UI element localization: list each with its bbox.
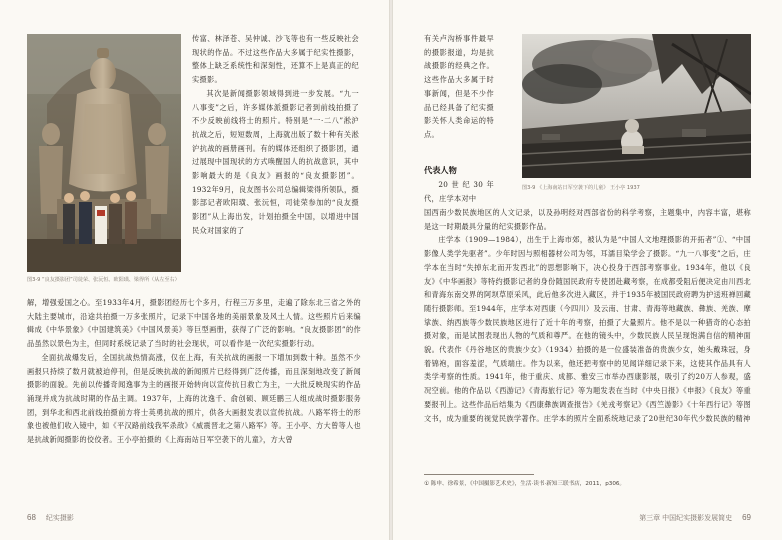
paragraph: 国西南少数民族地区的人文记录，以及孙明经对西部省份的科学考察，主题集中，内容丰富，堪称是这一时期最具分量的纪实摄影作品。	[424, 208, 751, 231]
section-heading: 代表人物	[424, 165, 457, 175]
page-number: 69	[742, 513, 751, 522]
right-footer	[639, 513, 751, 523]
right-full-text	[424, 206, 751, 425]
photo-caption: 图3-9 《上海南站日军空袭下的儿童》 王小亭 1937	[522, 185, 640, 191]
paragraph: 全面抗战爆发后，全国抗战热情高涨，仅在上海，有关抗战的画报一下增加到数十种。虽然不少画报只持续了数月就被迫停刊，但是反映抗战的新闻照片已经得到广泛传播，而且深刻地改变了新闻摄影的面貌。先前以传播奇闻逸事为主的画报开始转向以宣传抗日救亡为主，一大批反映现实的作品涌现并成为抗战时期的作品主调。1937年，上海的沈逸千、俞创硕、顾廷鹏三人组成战时摄影服务团，到华北和西北前线拍摄前方将士英勇抗战的照片，供各大画报发表以宣传抗战。八路军将士的形象也被他们收入镜中，如《平汉路前线我军杀敌》《威震晋北之第八路军》等。王小亭、方大曾等人也是抗战新闻摄影的佼佼者。王小亭拍摄的《上海南站日军空袭下的儿童》，方大曾	[27, 352, 361, 445]
running-title: 纪实摄影	[45, 515, 74, 522]
buddha-statue-photo-image	[27, 34, 181, 272]
paragraph: 20世纪30年代，庄学本对中	[424, 180, 494, 203]
footnote: ① 陈申、徐希景，《中国摄影艺术史》，生活·读书·新知三联书店，2011，p306。	[424, 481, 626, 487]
page-number: 68	[27, 513, 36, 522]
left-footer	[27, 513, 74, 523]
paragraph: 其次是新闻摄影领域得到进一步发展。“九一八事变”之后，许多媒体派摄影记者到前线拍摄了不少反映前线将士的照片。特别是“一·二八”淞沪抗战之后，短短数周，上海就出版了数十种有关淞沪抗战的画册画刊。有的媒体还组织了摄影团，通过展现中国现状的方式唤醒国人的抗战意识，其中影响最大的是《良友》画报的“良友摄影团”。1932年9月，良友图书公司总编辑梁得所领队，摄影部记者欧阳璜、张沅恒，司徒荣参加的“良友摄影团”从上海出发，计划拍摄全中国，以增进中国民众对国家的了	[192, 88, 359, 235]
photo-caption: 图3-9 “良友摄影团”司徒荣、张沅恒、欧阳璜、梁得所（从左至右）	[27, 277, 180, 283]
station-photo	[522, 34, 751, 178]
paragraph: 庄学本（1909—1984），出生于上海市郊，被认为是“中国人文地理摄影的开拓者”①、“中国影像人类学先驱者”。少年时因与照相器材公司为邻，耳濡目染学会了摄影。“九一八事变”之后，庄学本在当时“失掉东北而开发西北”的思想影响下，决心投身于西部考察事业。1934年，他以《良友》《中华画报》等特约摄影记者的身份随国民政府专使团赴藏考察，在成都受阻后便决定由川西北和青海东南交界的阿坝草原采风，此后他多次进入藏区，并于1935年被国民政府聘为护送班禅回藏随行摄影师。至1944年，庄学本对西康（今四川）及云南、甘肃、青海等地藏族、彝族、羌族、摩挲族、纳西族等少数民族地区进行了近十年的考察，拍摄了大量照片。他不是以一种猎奇的心态拍摄对象，而是试图表现出人物的气质和尊严。在他的镜头中，少数民族人民呈现饱满自信的精神面貌。代表作《丹谷地区的贵族少女》（1934）拍摄的是一位盛装准备的贵族少女，她头戴珠冠，身着锦袍，面容羞涩，气质端庄。作为以来，他还把考察中的见闻详细记录下来，这使其作品具有人类学考察的性质。1941年，他于重庆、成都、雅安三市举办西康影展，吸引了约20万人参观，盛况空前。他的作品以《西游记》《青海旅行记》等为题发表在当时《中央日报》《申报》《良友》等重要报刊上。这些作品后结集为《西康彝族调查报告》《羌戎考察记》《西竺游影》《十年西行记》等图文书，成为重要的视觉民族学著作。庄学本的照片全面系统地记录了20世纪30年代少数民族的精神	[424, 235, 751, 423]
right-column-text	[424, 32, 494, 142]
paragraph: 解，增强爱国之心。至1933年4月，摄影团经历七个多月，行程三万多里，走遍了除东北三省之外的大陆主要城市，沿途共拍摄一万多张照片，记录下中国各地的美丽景象及风土人情。这些照片后来编辑成《中华景象》《中国建筑美》《中国风景美》等巨型画册，获得了广泛的影响。“良友摄影团”的作品虽然以景色为主，但同时系统记录了当时的社会现状，可以看作是一次纪实摄影行动。	[27, 298, 361, 349]
right-page	[393, 0, 782, 540]
running-title: 第三章 中国纪实摄影发展简史	[639, 515, 733, 522]
group-photo	[27, 34, 181, 272]
paragraph: 传富、林泽苍、吴仲诚、沙飞等也有一些反映社会现状的作品。不过这些作品大多属于纪实性摄影，整体上缺乏系统性和深刻性，还算不上是真正的纪实摄影。	[192, 34, 359, 85]
bombed-station-photo-image	[522, 34, 751, 178]
left-column-text	[192, 32, 359, 238]
paragraph: 有关卢沟桥事件最早的摄影报道，均是抗战摄影的经典之作。这些作品大多属于时事新闻，但是不少作品已经具备了纪实摄影关怀人类命运的特点。	[424, 34, 494, 139]
left-full-text	[27, 296, 361, 447]
footnote-rule	[424, 474, 534, 475]
right-column-text-2	[424, 178, 494, 205]
left-page	[0, 0, 389, 540]
